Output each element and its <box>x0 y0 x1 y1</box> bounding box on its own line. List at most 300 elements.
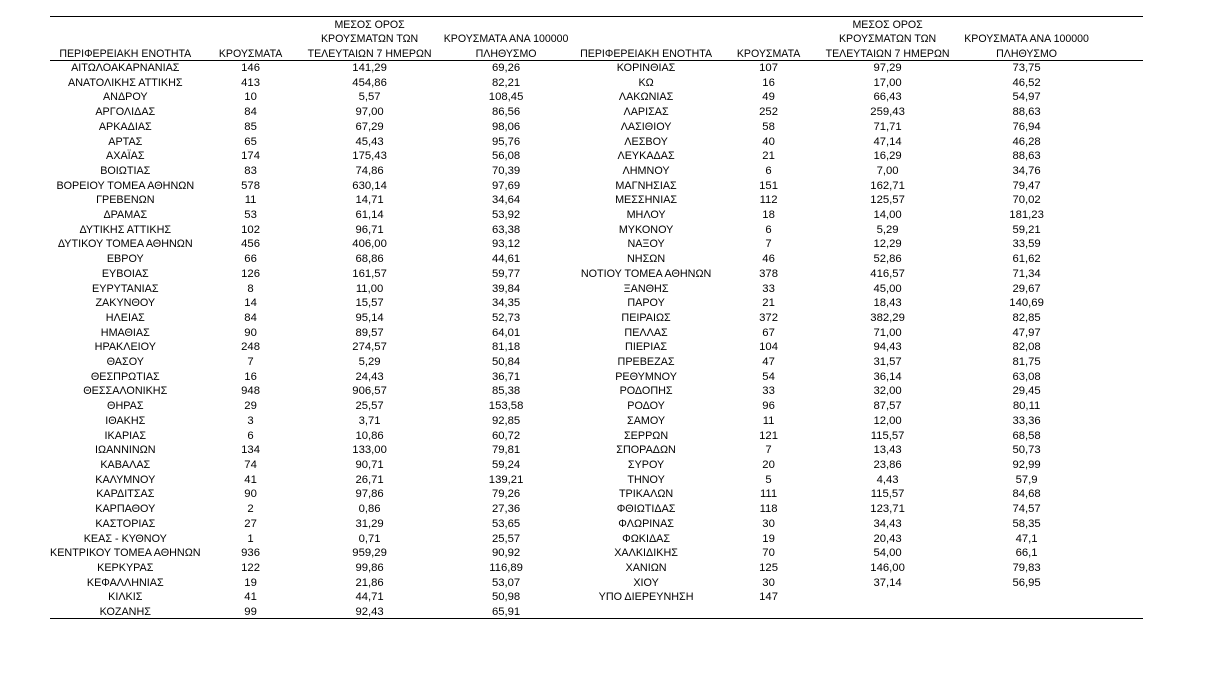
cell-per100k-left: 70,39 <box>491 164 521 177</box>
cell-region-left: ΑΡΚΑΔΙΑΣ <box>98 120 152 133</box>
cell-cases-right: 30 <box>762 517 775 530</box>
table-row <box>50 252 1097 267</box>
cell-region-left: ΚΕΦΑΛΛΗΝΙΑΣ <box>86 576 164 589</box>
cell-per100k-right <box>957 590 1097 605</box>
cell-cases-right: 125 <box>759 561 778 574</box>
cell-cases-left: 578 <box>241 179 260 192</box>
cell-cases-left: 8 <box>247 282 254 295</box>
cell-per100k-left: 39,84 <box>491 282 521 295</box>
cell-avg7-right: 5,29 <box>876 223 899 236</box>
cell-avg7-left: 630,14 <box>352 179 387 192</box>
cell-cases-left: 41 <box>244 591 257 604</box>
cell-per100k-left: 34,35 <box>491 297 521 310</box>
cell-region-left: ΑΙΤΩΛΟΑΚΑΡΝΑΝΙΑΣ <box>71 62 180 74</box>
cell-region-right: ΦΘΙΩΤΙΔΑΣ <box>616 503 676 516</box>
cell-cases-left: 90 <box>244 326 257 339</box>
cell-avg7-right: 23,86 <box>873 458 902 471</box>
cell-avg7-right: 382,29 <box>870 311 905 324</box>
cell-cases-right: 5 <box>765 473 772 486</box>
cell-region-right: ΛΑΚΩΝΙΑΣ <box>618 91 674 104</box>
cell-per100k-left: 25,57 <box>491 532 521 545</box>
table-row <box>50 208 1097 223</box>
cell-region-left: ΑΡΓΟΛΙΔΑΣ <box>95 106 156 119</box>
cell-avg7-right: 47,14 <box>873 135 902 148</box>
cell-cases-left: 102 <box>241 223 260 236</box>
cell-cases-left: 19 <box>244 576 257 589</box>
cell-avg7-left: 95,14 <box>355 311 384 324</box>
header-per100k-right: ΚΡΟΥΣΜΑΤΑ ΑΝΑ 100000 ΠΛΗΘΥΣΜΟ <box>964 33 1089 60</box>
cell-cases-right: 47 <box>762 356 775 369</box>
cell-cases-right: 19 <box>762 532 775 545</box>
cell-region-right: ΧΙΟΥ <box>633 576 659 589</box>
cell-avg7-left: 454,86 <box>352 76 387 89</box>
cell-region-right: ΣΕΡΡΩΝ <box>624 429 669 442</box>
cell-region-left: ΔΥΤΙΚΟΥ ΤΟΜΕΑ ΑΘΗΝΩΝ <box>57 238 193 251</box>
cell-per100k-left: 53,65 <box>491 517 521 530</box>
table-row <box>50 517 1097 532</box>
table-row <box>50 340 1097 355</box>
cell-avg7-left: 67,29 <box>355 120 384 133</box>
cell-avg7-left: 24,43 <box>355 370 384 383</box>
cell-region-right: ΛΑΣΙΘΙΟΥ <box>620 120 672 133</box>
cell-per100k-right: 76,94 <box>1012 120 1041 133</box>
cell-per100k-left: 50,98 <box>491 591 521 604</box>
cell-per100k-left: 98,06 <box>491 120 521 133</box>
cell-region-left: ΚΑΡΠΑΘΟΥ <box>95 503 156 516</box>
cell-avg7-right: 87,57 <box>873 400 902 413</box>
cell-per100k-right: 88,63 <box>1012 150 1041 163</box>
cell-region-right: ΜΗΛΟΥ <box>626 209 666 222</box>
cell-region-left: ΚΑΛΥΜΝΟΥ <box>95 473 156 486</box>
table-row <box>50 458 1097 473</box>
cell-per100k-left: 116,89 <box>489 561 523 574</box>
table-row <box>50 282 1097 297</box>
cell-cases-right: 16 <box>762 76 775 89</box>
cell-cases-left: 66 <box>244 253 257 266</box>
cell-per100k-right: 140,69 <box>1009 297 1044 310</box>
table-row <box>50 267 1097 282</box>
cell-cases-right: 30 <box>762 576 775 589</box>
cell-cases-right: 96 <box>762 400 775 413</box>
table-row <box>50 443 1097 458</box>
cell-avg7-right: 14,00 <box>873 209 902 222</box>
table-row <box>50 296 1097 311</box>
cell-avg7-left: 61,14 <box>355 209 384 222</box>
cell-per100k-left: 64,01 <box>491 326 521 339</box>
cell-per100k-left: 27,36 <box>491 503 521 516</box>
cell-region-right <box>574 605 719 620</box>
table-row <box>50 546 1097 561</box>
cell-avg7-right: 94,43 <box>873 341 902 354</box>
cell-per100k-right: 92,99 <box>1012 458 1041 471</box>
cell-cases-left: 90 <box>244 488 257 501</box>
cell-avg7-left: 14,71 <box>355 194 384 207</box>
cell-cases-left: 7 <box>247 356 254 369</box>
cell-region-left: ΚΑΒΑΛΑΣ <box>100 458 151 471</box>
header-avg7-right: ΜΕΣΟΣ ΟΡΟΣ ΚΡΟΥΣΜΑΤΩΝ ΤΩΝ ΤΕΛΕΥΤΑΙΩΝ 7 ΗΜΕΡΩΝ <box>825 18 950 60</box>
cell-avg7-left: 0,86 <box>358 503 381 516</box>
cell-avg7-left: 44,71 <box>355 591 384 604</box>
table-row <box>50 576 1097 591</box>
cell-per100k-left: 86,56 <box>491 106 521 119</box>
header-cases-left: ΚΡΟΥΣΜΑΤΑ <box>218 47 283 60</box>
cell-avg7-right: 45,00 <box>873 282 902 295</box>
cell-avg7-left: 133,00 <box>352 444 387 457</box>
cell-region-left: ΚΙΛΚΙΣ <box>108 591 143 604</box>
cell-cases-right: 11 <box>762 414 775 427</box>
cell-region-left: ΗΡΑΚΛΕΙΟΥ <box>94 341 156 354</box>
cell-avg7-left: 5,29 <box>358 356 381 369</box>
cell-region-left: ΗΜΑΘΙΑΣ <box>100 326 150 339</box>
cell-region-right: ΝΟΤΙΟΥ ΤΟΜΕΑ ΑΘΗΝΩΝ <box>580 267 712 280</box>
cell-region-right: ΛΕΥΚΑΔΑΣ <box>617 150 675 163</box>
cell-region-left: ΔΡΑΜΑΣ <box>103 209 148 222</box>
cell-avg7-right: 16,29 <box>873 150 902 163</box>
header-cases-right: ΚΡΟΥΣΜΑΤΑ <box>736 47 801 60</box>
cell-cases-left: 53 <box>244 209 257 222</box>
cell-region-right: ΦΛΩΡΙΝΑΣ <box>618 517 674 530</box>
cell-region-left: ΒΟΡΕΙΟΥ ΤΟΜΕΑ ΑΘΗΝΩΝ <box>56 179 195 192</box>
cell-per100k-right: 56,95 <box>1012 576 1041 589</box>
cell-avg7-left: 15,57 <box>355 297 384 310</box>
cell-avg7-left: 175,43 <box>352 150 387 163</box>
cell-region-right: ΠΑΡΟΥ <box>627 297 665 310</box>
cell-avg7-left: 11,00 <box>355 282 384 295</box>
cell-region-left: ΘΕΣΠΡΩΤΙΑΣ <box>90 370 160 383</box>
cell-per100k-left: 60,72 <box>491 429 521 442</box>
cell-per100k-right: 46,52 <box>1012 76 1041 89</box>
cell-region-right: ΡΕΘΥΜΝΟΥ <box>615 370 677 383</box>
cell-per100k-left: 108,45 <box>488 91 524 104</box>
cell-avg7-right: 146,00 <box>870 561 905 574</box>
cell-cases-left: 65 <box>244 135 257 148</box>
cell-avg7-right <box>819 605 957 620</box>
cell-per100k-left: 34,64 <box>491 194 521 207</box>
cell-per100k-right: 84,68 <box>1012 488 1041 501</box>
table-row <box>50 399 1097 414</box>
cell-cases-left: 84 <box>244 311 257 324</box>
cell-cases-right: 107 <box>759 62 778 74</box>
cell-cases-left: 122 <box>241 561 260 574</box>
cell-per100k-left: 153,58 <box>488 400 524 413</box>
cell-cases-left: 1 <box>247 532 254 545</box>
cell-region-left: ΘΕΣΣΑΛΟΝΙΚΗΣ <box>83 385 168 398</box>
cell-avg7-left: 89,57 <box>355 326 384 339</box>
cell-region-right: ΜΥΚΟΝΟΥ <box>618 223 674 236</box>
cell-region-right: ΜΕΣΣΗΝΙΑΣ <box>615 194 678 207</box>
cell-per100k-left: 97,69 <box>491 179 521 192</box>
cell-cases-left: 3 <box>247 414 254 427</box>
cell-region-left: ΓΡΕΒΕΝΩΝ <box>96 194 155 207</box>
cell-avg7-right: 71,71 <box>873 120 902 133</box>
cell-cases-right: 18 <box>762 209 775 222</box>
cell-per100k-left: 90,92 <box>491 547 521 560</box>
cell-per100k-right: 70,02 <box>1012 194 1041 207</box>
cell-cases-right: 33 <box>762 385 775 398</box>
cell-per100k-right: 47,97 <box>1012 326 1041 339</box>
cell-region-right: ΣΥΡΟΥ <box>627 458 665 471</box>
cell-region-left: ΘΗΡΑΣ <box>107 400 144 413</box>
cell-region-right: ΛΑΡΙΣΑΣ <box>623 106 669 119</box>
cell-cases-left: 456 <box>241 238 260 251</box>
cell-per100k-right: 88,63 <box>1012 106 1041 119</box>
cell-cases-right: 58 <box>762 120 775 133</box>
table-row <box>50 561 1097 576</box>
cell-avg7-left: 161,57 <box>352 267 387 280</box>
cell-per100k-right: 74,57 <box>1012 503 1041 516</box>
cell-cases-left: 83 <box>244 164 257 177</box>
cell-per100k-left: 69,26 <box>491 62 521 74</box>
cell-avg7-left: 74,86 <box>355 164 384 177</box>
cell-per100k-right: 63,08 <box>1012 370 1041 383</box>
table-row <box>50 384 1097 399</box>
cell-region-right: ΤΗΝΟΥ <box>627 473 665 486</box>
cell-cases-right: 252 <box>759 106 778 119</box>
regional-cases-table <box>50 17 1097 620</box>
cell-region-left: ΑΝΑΤΟΛΙΚΗΣ ΑΤΤΙΚΗΣ <box>68 76 183 89</box>
cell-per100k-left: 81,18 <box>491 341 521 354</box>
cell-cases-right: 378 <box>759 267 778 280</box>
table-row <box>50 120 1097 135</box>
cell-avg7-left: 3,71 <box>358 414 381 427</box>
table-row <box>50 473 1097 488</box>
table-row <box>50 370 1097 385</box>
cell-per100k-left: 65,91 <box>491 606 521 619</box>
cell-per100k-left: 53,92 <box>491 209 521 222</box>
cell-cases-left: 16 <box>244 370 257 383</box>
cell-avg7-right: 17,00 <box>873 76 902 89</box>
cell-region-left: ΚΕΡΚΥΡΑΣ <box>97 561 154 574</box>
cell-avg7-left: 906,57 <box>352 385 387 398</box>
cell-cases-right: 151 <box>759 179 778 192</box>
cell-cases-left: 99 <box>244 606 257 619</box>
cell-cases-right: 121 <box>759 429 778 442</box>
cell-region-left: ΖΑΚΥΝΘΟΥ <box>95 297 156 310</box>
cell-region-right: ΧΑΛΚΙΔΙΚΗΣ <box>614 547 678 560</box>
cell-avg7-right: 115,57 <box>870 429 905 442</box>
cell-region-left: ΙΚΑΡΙΑΣ <box>104 429 147 442</box>
cell-per100k-right: 34,76 <box>1012 164 1041 177</box>
cell-cases-left: 936 <box>241 547 260 560</box>
cell-region-left: ΑΧΑΪΑΣ <box>106 150 145 163</box>
cell-per100k-right: 29,45 <box>1012 385 1041 398</box>
cell-per100k-left: 59,77 <box>491 267 521 280</box>
cell-avg7-right: 34,43 <box>873 517 902 530</box>
cell-avg7-left: 26,71 <box>355 473 384 486</box>
cell-region-left: ΚΑΡΔΙΤΣΑΣ <box>96 488 155 501</box>
cell-per100k-right: 59,21 <box>1012 223 1041 236</box>
cell-cases-left: 41 <box>244 473 257 486</box>
cell-cases-right: 6 <box>765 164 772 177</box>
cell-per100k-left: 63,38 <box>491 223 521 236</box>
cell-region-right: ΝΑΞΟΥ <box>627 238 665 251</box>
cell-avg7-left: 141,29 <box>352 62 387 74</box>
cell-avg7-left: 99,86 <box>355 561 384 574</box>
table-row <box>50 237 1097 252</box>
table-row <box>50 605 1097 620</box>
cell-per100k-right: 82,85 <box>1012 311 1041 324</box>
cell-avg7-right: 12,00 <box>873 414 902 427</box>
cell-region-left: ΔΥΤΙΚΗΣ ΑΤΤΙΚΗΣ <box>79 223 172 236</box>
cell-region-right: ΣΠΟΡΑΔΩΝ <box>616 444 676 457</box>
cell-per100k-right <box>957 605 1097 620</box>
cell-avg7-right: 259,43 <box>870 106 905 119</box>
cell-per100k-right: 54,97 <box>1012 91 1041 104</box>
cell-cases-right: 112 <box>759 194 778 207</box>
cell-avg7-right: 13,43 <box>873 444 902 457</box>
cell-avg7-left: 97,86 <box>355 488 384 501</box>
cell-region-right: ΡΟΔΟΠΗΣ <box>619 385 673 398</box>
cell-avg7-right: 31,57 <box>873 356 902 369</box>
cell-cases-left: 10 <box>244 91 257 104</box>
table-row <box>50 149 1097 164</box>
cell-per100k-left: 52,73 <box>491 311 521 324</box>
table-row <box>50 429 1097 444</box>
cell-region-left: ΚΕΑΣ - ΚΥΘΝΟΥ <box>83 532 167 545</box>
cell-per100k-right: 68,58 <box>1012 429 1041 442</box>
cell-region-right: ΦΩΚΙΔΑΣ <box>622 532 671 545</box>
cell-per100k-right: 80,11 <box>1012 400 1041 413</box>
cell-avg7-left: 31,29 <box>355 517 384 530</box>
cell-region-left: ΚΟΖΑΝΗΣ <box>99 606 151 619</box>
table-row <box>50 326 1097 341</box>
cell-per100k-left: 44,61 <box>491 253 521 266</box>
table-row <box>50 311 1097 326</box>
header-avg7-left: ΜΕΣΟΣ ΟΡΟΣ ΚΡΟΥΣΜΑΤΩΝ ΤΩΝ ΤΕΛΕΥΤΑΙΩΝ 7 ΗΜΕΡΩΝ <box>307 18 432 60</box>
table-row <box>50 355 1097 370</box>
cell-avg7-right: 54,00 <box>873 547 902 560</box>
cell-cases-right: 49 <box>762 91 775 104</box>
cell-avg7-left: 406,00 <box>352 238 387 251</box>
cell-per100k-right: 50,73 <box>1012 444 1041 457</box>
cell-avg7-left: 10,86 <box>355 429 384 442</box>
cell-region-right: ΠΕΙΡΑΙΩΣ <box>621 311 671 324</box>
cell-cases-left: 27 <box>244 517 257 530</box>
table-row <box>50 179 1097 194</box>
cell-per100k-right: 61,62 <box>1012 253 1041 266</box>
cell-per100k-right: 81,75 <box>1012 356 1041 369</box>
header-row <box>50 17 1097 61</box>
cell-avg7-right: 123,71 <box>870 503 905 516</box>
cell-cases-right: 20 <box>762 458 775 471</box>
table-row <box>50 590 1097 605</box>
cell-cases-left: 85 <box>244 120 257 133</box>
cell-cases-right: 33 <box>762 282 775 295</box>
cell-per100k-right: 79,83 <box>1012 561 1041 574</box>
cell-region-left: ΒΟΙΩΤΙΑΣ <box>100 164 151 177</box>
table-row <box>50 164 1097 179</box>
cell-cases-right: 54 <box>762 370 775 383</box>
cell-per100k-left: 95,76 <box>491 135 521 148</box>
cell-avg7-right: 12,29 <box>873 238 902 251</box>
cell-region-right: ΠΙΕΡΙΑΣ <box>625 341 668 354</box>
cell-per100k-left: 93,12 <box>491 238 521 251</box>
cell-cases-left: 146 <box>241 62 260 74</box>
cell-avg7-left: 45,43 <box>355 135 384 148</box>
cell-per100k-right: 33,36 <box>1012 414 1041 427</box>
cell-cases-right: 40 <box>762 135 775 148</box>
cell-per100k-right: 33,59 <box>1012 238 1041 251</box>
cell-region-left: ΚΑΣΤΟΡΙΑΣ <box>95 517 156 530</box>
cell-per100k-right: 47,1 <box>1015 532 1038 545</box>
cell-region-right: ΚΩ <box>638 76 654 89</box>
cell-avg7-left: 97,00 <box>355 106 384 119</box>
cell-avg7-left: 90,71 <box>355 458 384 471</box>
cell-avg7-right: 97,29 <box>873 62 902 74</box>
table-row <box>50 90 1097 105</box>
cell-cases-right: 111 <box>759 488 778 501</box>
cell-region-left: ΚΕΝΤΡΙΚΟΥ ΤΟΜΕΑ ΑΘΗΝΩΝ <box>50 547 201 560</box>
cell-region-left: ΙΘΑΚΗΣ <box>105 414 146 427</box>
cell-region-right: ΣΑΜΟΥ <box>627 414 666 427</box>
table-row <box>50 487 1097 502</box>
cell-cases-left: 126 <box>241 267 260 280</box>
cell-per100k-right: 79,47 <box>1012 179 1041 192</box>
cell-region-left: ΑΡΤΑΣ <box>108 135 143 148</box>
cell-avg7-left: 25,57 <box>355 400 384 413</box>
cell-avg7-right: 7,00 <box>876 164 899 177</box>
cell-region-right: ΠΕΛΛΑΣ <box>624 326 668 339</box>
cell-region-right: ΚΟΡΙΝΘΙΑΣ <box>616 62 676 74</box>
cell-per100k-right: 66,1 <box>1015 547 1038 560</box>
cell-per100k-left: 82,21 <box>491 76 521 89</box>
cell-region-right: ΝΗΣΩΝ <box>627 253 666 266</box>
cell-region-right: ΤΡΙΚΑΛΩΝ <box>618 488 674 501</box>
cell-region-left: ΕΒΡΟΥ <box>106 253 144 266</box>
cell-avg7-left: 96,71 <box>355 223 384 236</box>
cell-avg7-right: 20,43 <box>873 532 902 545</box>
cell-per100k-left: 92,85 <box>491 414 521 427</box>
header-per100k-left: ΚΡΟΥΣΜΑΤΑ ΑΝΑ 100000 ΠΛΗΘΥΣΜΟ <box>443 33 569 60</box>
cell-cases-left: 948 <box>241 385 260 398</box>
cell-per100k-left: 85,38 <box>491 385 521 398</box>
cell-per100k-right: 82,08 <box>1012 341 1041 354</box>
cell-per100k-right: 57,9 <box>1015 473 1038 486</box>
cell-avg7-right: 32,00 <box>873 385 902 398</box>
cell-cases-left: 84 <box>244 106 257 119</box>
cell-avg7-right: 36,14 <box>873 370 902 383</box>
cell-cases-left: 29 <box>244 400 257 413</box>
cell-avg7-right <box>819 590 957 605</box>
cell-region-right: ΞΑΝΘΗΣ <box>623 282 669 295</box>
cell-per100k-left: 79,81 <box>491 444 521 457</box>
cell-avg7-right: 416,57 <box>870 267 905 280</box>
cell-per100k-left: 79,26 <box>491 488 521 501</box>
cell-region-right: ΠΡΕΒΕΖΑΣ <box>617 356 675 369</box>
cell-avg7-left: 959,29 <box>352 547 387 560</box>
cell-cases-right: 46 <box>762 253 775 266</box>
cell-per100k-left: 53,07 <box>491 576 521 589</box>
cell-avg7-right: 125,57 <box>870 194 905 207</box>
cell-region-left: ΙΩΑΝΝΙΝΩΝ <box>95 444 156 457</box>
cell-region-left: ΕΥΒΟΙΑΣ <box>101 267 149 280</box>
cell-per100k-right: 58,35 <box>1012 517 1041 530</box>
cell-per100k-right: 46,28 <box>1012 135 1041 148</box>
cell-per100k-right: 181,23 <box>1009 209 1044 222</box>
cell-region-left: ΗΛΕΙΑΣ <box>105 311 145 324</box>
cell-cases-right: 67 <box>762 326 775 339</box>
cell-cases-left: 248 <box>241 341 260 354</box>
cell-avg7-right: 4,43 <box>876 473 899 486</box>
header-region-right: ΠΕΡΙΦΕΡΕΙΑΚΗ ΕΝΟΤΗΤΑ <box>580 47 713 60</box>
header-region-left: ΠΕΡΙΦΕΡΕΙΑΚΗ ΕΝΟΤΗΤΑ <box>59 47 192 60</box>
cell-cases-right: 372 <box>759 311 778 324</box>
cell-cases-left: 134 <box>241 444 260 457</box>
cell-per100k-left: 50,84 <box>491 356 521 369</box>
table-row <box>50 502 1097 517</box>
cell-avg7-left: 92,43 <box>355 606 384 619</box>
cell-cases-left: 11 <box>244 194 257 207</box>
